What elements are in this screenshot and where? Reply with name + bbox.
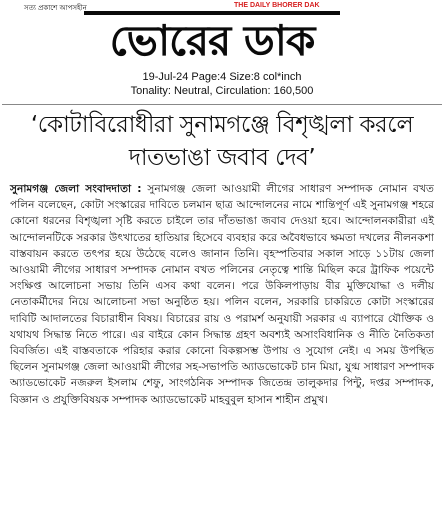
newspaper-logo: ভোরের ডাক [84,11,340,67]
article-body [10,181,434,408]
masthead-english-name: THE DAILY BHORER DAK [234,2,320,9]
clip-info-line1: 19-Jul-24 Page:4 Size:8 col*inch [142,71,302,83]
article-body-text: সুনামগঞ্জ জেলা আওয়ামী লীগের সাধারণ সম্পাদক নোমান বখত পলিন বলেছেন, কোটা সংস্কারের দাবিতে চলমান ছাত্র আন্দোলনের নামে শান্তিপূর্ণ এই সুনামগঞ্জ শহরে কোনো ধরনের বিশৃঙ্খলা সৃষ্টি করতে চাইলে তার দাঁতভাঙা জবাব দেওয়া হবে। আন্দোলনকারীরা এই আন্দোলনটিকে সরকার উৎখাতের হাতিয়ার হিসেবে ব্যবহার করে অবৈধভাবে ক্ষমতা দখলের নীলনকশা বাস্তবায়ন করতে তৎপর হয়ে উঠেছে বলেও জানান তিনি। বৃহস্পতিবার সকাল সাড়ে ১১টায় জেলা আওয়ামী লীগের সাধারণ সম্পাদক নোমান বখত পলিনের নেতৃত্বে শান্তি মিছিল করে ট্রাফিক পয়েন্টে সংক্ষিপ্ত আলোচনা সভায় তিনি এসব কথা বলেন। পরে উকিলপাড়ায় বীর মুক্তিযোদ্ধা ও দলীয় নেতাকর্মীদের নিয়ে আলোচনা সভা অনুষ্ঠিত হয়। পলিন বলেন, সরকারি চাকরিতে কোটা সংস্কারের দাবিটি আদালতের বিচারাধীন বিষয়। বিচারের রায় ও পরামর্শ অনুযায়ী সরকার এ ব্যাপারে যৌক্তিক ও যথাযথ সিদ্ধান্ত নিতে পারে। এর বাইরে কোন সিদ্ধান্ত গ্রহণ অবশ্যই অসাংবিধানিক ও নীতি নৈতিকতা বিবর্জিত। এই বাস্তবতাকে পরিহার করার কোনো বিকল্পসম্ভ উপায় ও সুযোগ নেই। এ সময় উপস্থিত ছিলেন সুনামগঞ্জ জেলা আওয়ামী লীগের সহ-সভাপতি অ্যাডভোকেট চান মিয়া, যুগ্ম সাধারণ সম্পাদক অ্যাডভোকেট নজরুল ইসলাম শেফু, সাংগঠনিক সম্পাদক জিতেন্দ্র তালুকদার পিন্টু, দপ্তর সম্পাদক, বিজ্ঞান ও প্রযুক্তিবিষয়ক সম্পাদক অ্যাডভোকেট মাহবুবুল হাসান শাহীন প্রমুখ। [10,183,434,406]
masthead [0,0,444,68]
article-headline: ‘কোটাবিরোধীরা সুনামগঞ্জে বিশৃঙ্খলা করলে দাতভাঙা জবাব দেব’ [30,112,414,171]
clip-info-line2: Tonality: Neutral, Circulation: 160,500 [130,85,314,97]
masthead-tagline: সত্য প্রকাশে আপসহীন [24,4,87,12]
divider [2,104,442,105]
article-dateline: সুনামগঞ্জ জেলা সংবাদদাতা : [10,183,142,195]
